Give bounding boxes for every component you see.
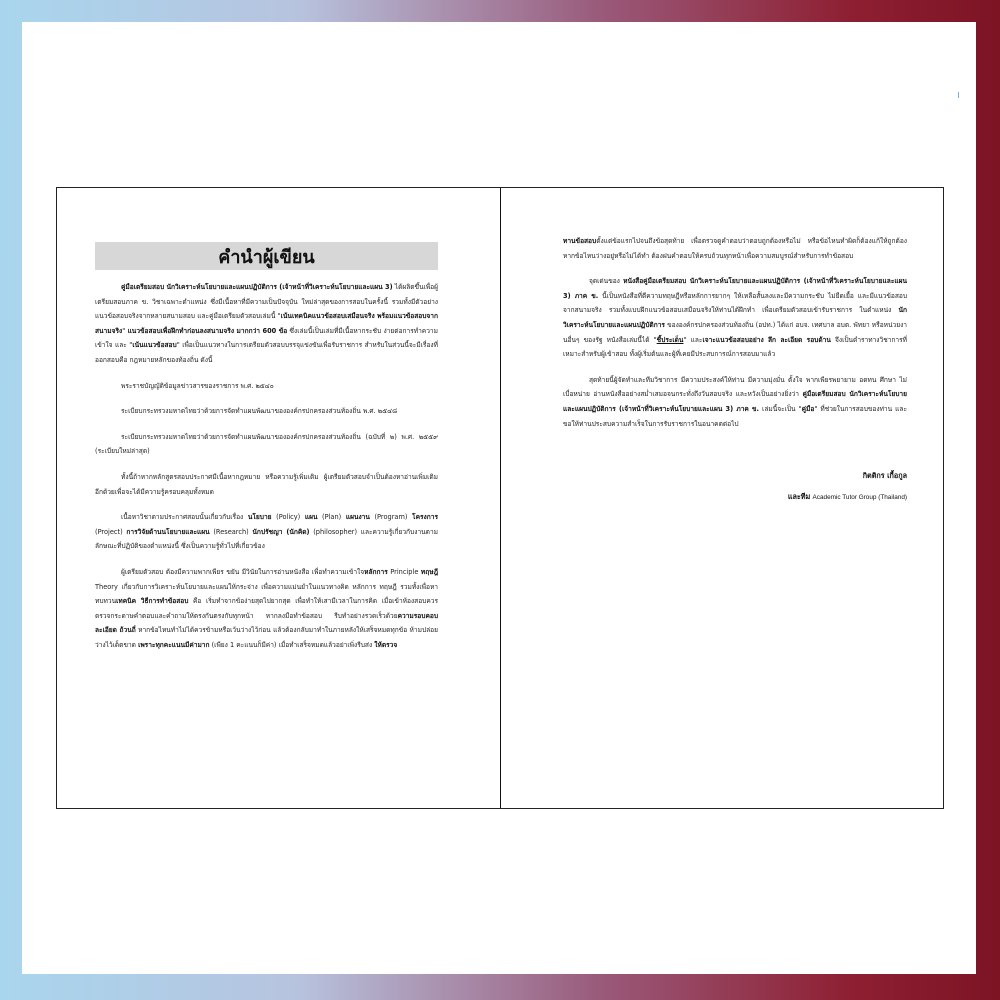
page-title: คำนำผู้เขียน (95, 242, 438, 270)
intro-paragraph: คู่มือเตรียมสอบ นักวิเคราะห์นโยบายและแผนปฏิบัติการ (เจ้าหน้าที่วิเคราะห์นโยบายและแผน 3) ได้ผลิตขึ้นเพื่อผู้เตรียมสอบภาค ข. วิชาเฉพาะตำแหน่ง ซึ่งมีเนื้อหาที่มีความเป็นปัจจุบัน ใหม่ล่าสุดของการสอบในครั้งนี้ รวมทั้งมีตัวอย่างแนวข้อสอบจริงจากหลายสนามสอบ และคู่มือเตรียมตัวสอบเล่มนี้ "เน้นเทคนิคแนวข้อสอบเสมือนจริง พร้อมแนวข้อสอบจากสนามจริง" แนวข้อสอบเพื่อฝึกทำก่อนลงสนามจริง มากกว่า 600 ข้อ ซึ่งเล่มนี้เป็นเล่มที่มีเนื้อหากระชับ ง่ายต่อการทำความเข้าใจ และ "เน้นแนวข้อสอบ" เพื่อเป็นแนวทางในการเตรียมตัวสอบบรรจุแข่งขันเพื่อรับราชการ สำหรับในส่วนนี้จะมีเรื่องที่ออกสอบคือ กฎหมายหลักของท้องถิ่น ดังนี้ (95, 283, 438, 364)
right-page (501, 188, 945, 808)
additional-study-paragraph: ทั้งนี้ถ้าหากหลักสูตรสอบประกาศมีเนื้อหากฎหมาย หรือความรู้เพิ่มเติม ผู้เตรียมตัวสอบจำเป็นต้องหาอ่านเพิ่มเติมอีกด้วยเพื่อจะได้มีความรู้ครอบคลุมทั้งหมด (95, 472, 438, 496)
subject-content-paragraph: เนื้อหาวิชาตามประกาศสอบนั้นเกี่ยวกับเรื่อง นโยบาย (Policy) แผน (Plan) แผนงาน (Program) โครงการ (Project) การวิจัยด้านนโยบายและแผน (Research) นักปรัชญา (นักคิด) (philosopher) และความรู้เกี่ยวกับงานตามลักษณะที่ปฏิบัติของตำแหน่งนี้ ซึ่งเป็นความรู้ทั่วไปที่เกี่ยวข้อง (95, 513, 438, 551)
closing-paragraph: สุดท้ายนี้ผู้จัดทำและทีมวิชาการ มีความประสงค์ให้ท่าน มีความมุ่งมั่น ตั้งใจ พากเพียรพยายาม อดทน ศึกษา ไม่เบื่อหน่าย อ่านหนังสืออย่างสม่ำเสมอจนกระทั่งถึงวันสอบจริง และหวังเป็นอย่างยิ่งว่า คู่มือเตรียมสอบ นักวิเคราะห์นโยบายและแผนปฏิบัติการ (เจ้าหน้าที่วิเคราะห์นโยบายและแผน 3) ภาค ข. เล่มนี้จะเป็น "คู่มือ" ที่ช่วยในการสอบของท่าน และขอให้ท่านประสบความสำเร็จในการรับราชการในอนาคตต่อไป (563, 375, 907, 428)
white-frame (22, 22, 976, 974)
law-item-2: ระเบียบกระทรวงมหาดไทยว่าด้วยการจัดทำแผนพัฒนาขององค์กรปกครองส่วนท้องถิ่น พ.ศ. ๒๕๔๘ (121, 407, 398, 416)
continuation-paragraph: ทานข้อสอบตั้งแต่ข้อแรกไปจนถึงข้อสุดท้าย เพื่อตรวจดูคำตอบว่าตอบถูกต้องหรือไม่ หรือข้อไหนทำผิดก็ต้องแก้ให้ถูกต้อง หากข้อไหนว่างอยู่หรือไม่ได้ทำ ต้องฝนคำตอบให้ครบถ้วนทุกหน้าเพื่อความสมบูรณ์สำหรับการทำข้อสอบ (563, 237, 907, 260)
highlights-paragraph: จุดเด่นของ หนังสือคู่มือเตรียมสอบ นักวิเคราะห์นโยบายและแผนปฏิบัติการ (เจ้าหน้าที่วิเคราะห์นโยบายและแผน 3) ภาค ข. นี้เป็นหนังสือที่ตีความทฤษฎีหรือหลักการยากๆ ให้เหลือสั้นลงและมีความกระชับ ไม่ยืดเยื้อ และมีแนวข้อสอบจากสนามจริง รวมทั้งแบบฝึกแนวข้อสอบเสมือนจริงให้ท่านได้ฝึกทำ เพื่อเตรียมตัวสอบเข้ารับราชการ ในตำแหน่ง นักวิเคราะห์นโยบายและแผนปฏิบัติการ ขององค์กรปกครองส่วนท้องถิ่น (อปท.) ได้แก่ อบจ. เทศบาล อบต. พัทยา หรือหน่วยงานอื่นๆ ของรัฐ หนังสือเล่มนี้ได้ "ชี้ประเด็น" และเจาะแนวข้อสอบอย่าง ลึก ละเอียด รอบด้าน จึงเป็นตำราทางวิชาการที่เหมาะสำหรับผู้เข้าสอบ ทั้งผู้เริ่มต้นและผู้ที่เคยมีประสบการณ์การสอบมาแล้ว (563, 277, 908, 359)
left-page (57, 188, 501, 808)
book-spread (56, 187, 944, 809)
exam-technique-paragraph: ผู้เตรียมตัวสอบ ต้องมีความพากเพียร ขยัน มีวินัยในการอ่านหนังสือ เพื่อทำความเข้าใจหลักการ Principle ทฤษฎี Theory เกี่ยวกับการวิเคราะห์นโยบายและแผนให้กระจ่าง เพื่อความแม่นยำในแนวทางคิด หลักการ ทฤษฎี รวมทั้งเพื่อหาทบทวนเทคนิค วิธีการทำข้อสอบ คือ เริ่มทำจากข้อง่ายสุดไปยากสุด เพื่อทำให้เสามีเวลาในการคิด เมื่อเข้าห้องสอบควรตรวจกระดาษคำตอบและคำถามให้ตรงกันตรงกับทุกหน้า หากลงมือทำข้อสอบ รีบทำอย่างรวดเร็วด้วยความรอบคอบ ละเอียด ถ้วนถี่ หากข้อไหนทำไม่ได้ควรข้ามหรือเว้นว่างไว้ก่อน แล้วต้องกลับมาทำในภายหลังให้เสร็จหมดทุกข้อ ห้ามปล่อยว่างไว้เด็ดขาด เพราะทุกคะแนนมีค่ามาก (เพียง 1 คะแนนก็มีค่า) เมื่อทำเสร็จหมดแล้วอย่าเพิ่งรีบส่ง ให้ตรวจ (95, 567, 439, 649)
law-item-3: ระเบียบกระทรวงมหาดไทยว่าด้วยการจัดทำแผนพัฒนาขององค์กรปกครองส่วนท้องถิ่น (ฉบับที่ ๒) พ.ศ. ๒๕๕๙ (ระเบียบใหม่ล่าสุด) (95, 432, 438, 456)
author-team: และทีม Academic Tutor Group (Thailand) (787, 492, 907, 502)
law-item-1: พระราชบัญญัติข้อมูลข่าวสารของราชการ พ.ศ. ๒๕๔๐ (121, 381, 274, 390)
author-name: กิตติกร เกื้อกูล (862, 471, 907, 481)
edge-mark (958, 92, 959, 98)
